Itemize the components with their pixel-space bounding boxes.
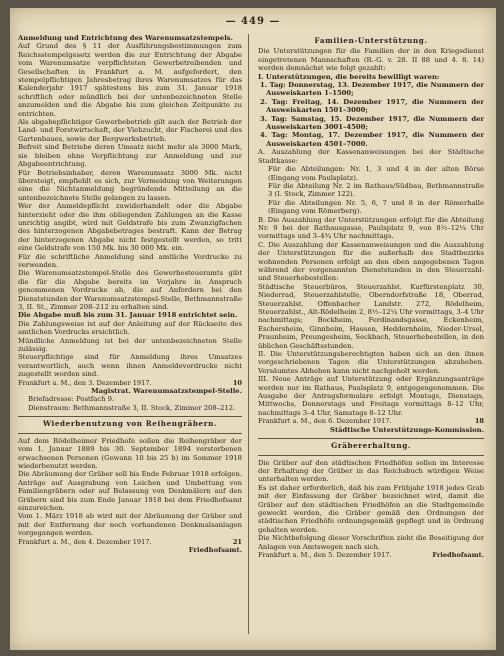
office-name: Städtische Unterstützungs-Kommission. xyxy=(330,425,484,434)
paragraph: A. Auszahlung der Kassenanweisungen bei der Städtische Stadtkasse: xyxy=(258,148,484,165)
room: Dienstraum: Bethmannstraße 3, II. Stock, Zimmer 208–212. xyxy=(28,403,236,412)
paragraph: Die Unterstützungen für die Familien der in den Kriegsdienst eingetretenen Mannschaften (R.-G. v. 28. II 88 und 4. 8. 14) werden demnächst wie folgt gezahlt: xyxy=(258,47,484,73)
signature-line xyxy=(258,417,484,425)
paragraph: Auf Grund des § 11 der Ausführungsbestimmungen zum Reichsstempelgesetz werden die zur Entrichtung der Abgabe vom Warenumsatze verpflichteten Gewerbetreibenden und Gesellschaften in Frankfurt a. M. aufgefordert, den stempelpflichtigen Jahresbetrag ihres Warenumsatzes für das Kalenderjahr 1917 spätestens bis zum 31. Januar 1918 schriftlich oder mündlich bei der untenbezeichneten Stelle anzumelden und die Abgabe bis zum gleichen Zeitpunkte zu entrichten. xyxy=(18,42,242,118)
section-divider xyxy=(18,433,242,434)
section-title: Wiederbenutzung von Reihengräbern. xyxy=(42,419,218,429)
paragraph: Die Abgabe muß bis zum 31. Januar 1918 entrichtet sein. xyxy=(18,311,238,320)
paragraph: Für die Abteilungen: Nr. 1, 3 und 4 in der alten Börse (Eingang vom Paulsplatz). xyxy=(268,165,484,182)
paragraph: Die Abräumung der Gräber soll bis Ende Februar 1918 erfolgen. Anträge auf Ausgrabung von Leichen und Umbettung von Familiengräbern oder auf Belassung von Denkmälern auf den Gräbern sind bis zum Ende Januar 1918 bei dem Friedhofsamt einzureichen. xyxy=(18,470,242,512)
column-divider xyxy=(248,34,249,634)
date: Frankfurt a. M., den 5. Dezember 1917. xyxy=(258,550,392,559)
paragraph: Auf dem Rödelheimer Friedhofe sollen die Reihengräber der vom 1. Januar 1889 bis 30. September 1894 verstorbenen erwachsenen Personen (Gewann 10 bis 25 b) im Sommer 1918 wiederbenutzt werden. xyxy=(18,436,242,470)
section-title: Anmeldung und Entrichtung des Warenumsatzstempels. xyxy=(18,34,233,42)
paragraph: Mündliche Anmeldung ist bei der untenbezeichneten Stelle zulässig. xyxy=(18,336,242,354)
paragraph: Die Warenumsatzstempel-Stelle des Gewerbesteueramts gibt die für die Abgabe bereits im Vorjahre in Anspruch genommenen Vordrucke ab, die auf Anfordern bei den Dienststunden der Warenumsatzstempel-Stelle, Bethmannstraße 3, II. St., Zimmer 208–212 zu erhalten sind. xyxy=(18,269,242,311)
section-divider xyxy=(18,416,242,417)
newspaper-page xyxy=(10,8,496,650)
paragraph: Für die schriftliche Anmeldung sind amtliche Vordrucke zu verwenden. xyxy=(18,252,242,269)
signature-line xyxy=(258,551,484,559)
paragraph: Steuerpflichtige sind für Anmeldung ihres Umsatzes verantwortlich, auch wenn ihnen Anmeldevordrucke nicht zugestellt worden sind. xyxy=(18,353,242,379)
left-column xyxy=(18,34,242,554)
paragraph: Für Betriebsinhaber, deren Warenumsatz 3000 Mk. nicht übersteigt, empfiehlt es sich, zur Vermeidung von Weiterungen eine die Nichtanmeldung begründende Mitteilung an die untenbezeichnete Stelle gelangen zu lassen. xyxy=(18,168,242,202)
section-divider xyxy=(258,455,484,456)
signature-line xyxy=(18,379,242,387)
page-number: — 449 — xyxy=(225,16,281,27)
notice-number: 18 xyxy=(474,417,484,426)
paragraph: Es ist daher erforderlich, daß bis zum Frühjahr 1918 jedes Grab mit der Einfassung der Gräber bezeichnet wird, damit die Gräber auf den städtischen Friedhöfen an die Stadtgemeinde geweckt werden, die Gräber gemäß den Ordnungen der städtischen Friedhöfe ordnungsgemäß gepflegt und in Ordnung gehalten werden. xyxy=(258,483,484,534)
list-heading: I. Unterstützungen, die bereits bewilligt waren: xyxy=(258,72,440,81)
list-item: 1. Tag: Donnerstag, 13. Dezember 1917, die Nummern der Ausweiskarten 1–1500; xyxy=(260,81,484,98)
section-title: Familien-Unterstützung. xyxy=(314,36,428,45)
paragraph: III. Neue Anträge auf Unterstützung oder Ergänzungsanträge werden nur im Rathaus, Paulsplatz 9, entgegengenommen. Die Ausgabe der Antragsformulare erfolgt Montags, Dienstags, Mittwochs, Donnerstags und Freitags vormittags 8–12 Uhr, nachmittags 3–4 Uhr, Samstags 8–12 Uhr. xyxy=(258,375,484,417)
right-column xyxy=(258,34,484,559)
paragraph: Als abgabepflichtiger Gewerbebetrieb gilt auch der Betrieb der Land- und Forstwirtschaft, der Viehzucht, der Fischerei und des Gartenbaues, sowie der Bergwerksbetrieb. xyxy=(18,118,242,143)
date: Frankfurt a. M., den 6. Dezember 1917. xyxy=(258,417,392,426)
section-divider xyxy=(258,438,484,439)
section-title: Gräbererhaltung. xyxy=(331,441,411,451)
signature-line xyxy=(18,538,242,546)
list-item: 2. Tag: Freitag, 14. Dezember 1917, die Nummern der Ausweiskarten 1501–3000; xyxy=(260,97,484,115)
paragraph: Für die Abteilungen Nr. 5, 6, 7 und 8 in der Römerhalle (Eingang vom Römerberg). xyxy=(268,198,484,216)
list-item: 4. Tag: Montag, 17. Dezember 1917, die Nummern der Ausweiskarten 4501–7000. xyxy=(260,131,484,148)
paragraph: Befreit sind Betriebe deren Umsatz nicht mehr als 3000 Mark, sie bleiben ohne Verpflichtung zur Anmeldung und zur Abgabeentrichtung. xyxy=(18,143,242,169)
paragraph: II. Die Unterstützungsberechtigten haben sich an den ihnen vorgeschriebenen Tagen die Unterstützungen abzuheben. Versäumtes Abheben kann nicht nachgeholt werden. xyxy=(258,350,484,375)
paragraph: Die Nichtbefolgung dieser Vorschriften zieht die Beseitigung der Anlagen von Amtswegen nach sich. xyxy=(258,534,484,551)
office-name: Friedhofsamt. xyxy=(188,545,242,554)
paragraph: B. Die Auszahlung der Unterstützungen erfolgt für die Abteilung Nr. 9 bei der Rathausgasse, Paulsplatz 9, von 8½–12¼ Uhr vormittags und 3–4¾ Uhr nachmittags. xyxy=(258,215,484,241)
paragraph: Die Gräber auf den städtischen Friedhöfen sollen im Interesse der Erhaltung der Gräber in das Reichsbuch würdigen Weise unterhalten werden. xyxy=(258,458,484,484)
date: Frankfurt a. M., den 3. Dezember 1917. xyxy=(18,378,152,387)
list-item: 3. Tag: Samstag, 15. Dezember 1917, die Nummern der Ausweiskarten 3001–4500; xyxy=(260,114,484,132)
office-name: Friedhofsamt. xyxy=(432,550,484,559)
date: Frankfurt a. M., den 4. Dezember 1917. xyxy=(18,537,152,546)
paragraph: Für die Abteilung Nr. 2 im Rathaus/Südbau, Bethmannstraße 3 (I. Stock, Zimmer 122). xyxy=(268,181,484,199)
office-name: Magistrat. Warenumsatzstempel-Stelle. xyxy=(91,387,242,396)
notice-number: 21 xyxy=(232,537,242,546)
paragraph: C. Die Auszahlung der Kassenanweisungen und die Auszahlung der Unterstützungen für die außerhalb des Stadtbezirks wohnenden Personen erfolgt an den oben angegebenen Tagen während der vorgenannten Dienststunden in den Steuerzahl- und Steuerhebestellen: xyxy=(258,240,484,283)
paragraph: Die Zahlungsweise ist auf der Anleitung auf der Rückseite des amtlichen Vordrucks ersichtlich. xyxy=(18,319,242,337)
paragraph: Wer der Anmeldepflicht zuwiderhandelt oder die Abgabe hinterzieht oder die ihm obliegenden Zahlungen an die Kasse unrichtig angibt, wird mit Geldstrafe bis zum Zwanzigfachen des hinterzogenen Abgabebetrages bestraft. Kann der Betrag der hinterzogenen Abgabe nicht festgestellt werden, so tritt eine Geldstrafe von 150 Mk. bis 30 000 Mk. ein. xyxy=(18,202,242,253)
paragraph: Städtische Steuerbüros, Steuerzahlst. Kurfürstenplatz 30, Niederrad, Steuerzahlstelle, Oberndorfstraße 18, Oberrad, Steuerzahlst. Offenbacher Landstr. 272, Rödelheim, Steuerzahlst., Alt-Rödelheim 2, 8½–12¼ Uhr vormittags, 3–4 Uhr nachmittags; Bockheim, Ferdinandsgasse, Eckenheim, Eschersheim, Ginnheim, Hausen, Heddernheim, Nieder-Ursel, Praunheim, Preungesheim, Seckbach, Steuerhebestellen, in den üblichen Geschäftsstunden. xyxy=(258,282,484,350)
paragraph: Vom 1. März 1918 ab wird mit der Abräumung der Gräber und mit der Entfernung der noch vorhandenen Denkmalsanlagen vorgegangen werden. xyxy=(18,512,242,538)
notice-number: 10 xyxy=(232,378,242,387)
postbox: Briefadresse: Postfach 9. xyxy=(28,395,115,404)
